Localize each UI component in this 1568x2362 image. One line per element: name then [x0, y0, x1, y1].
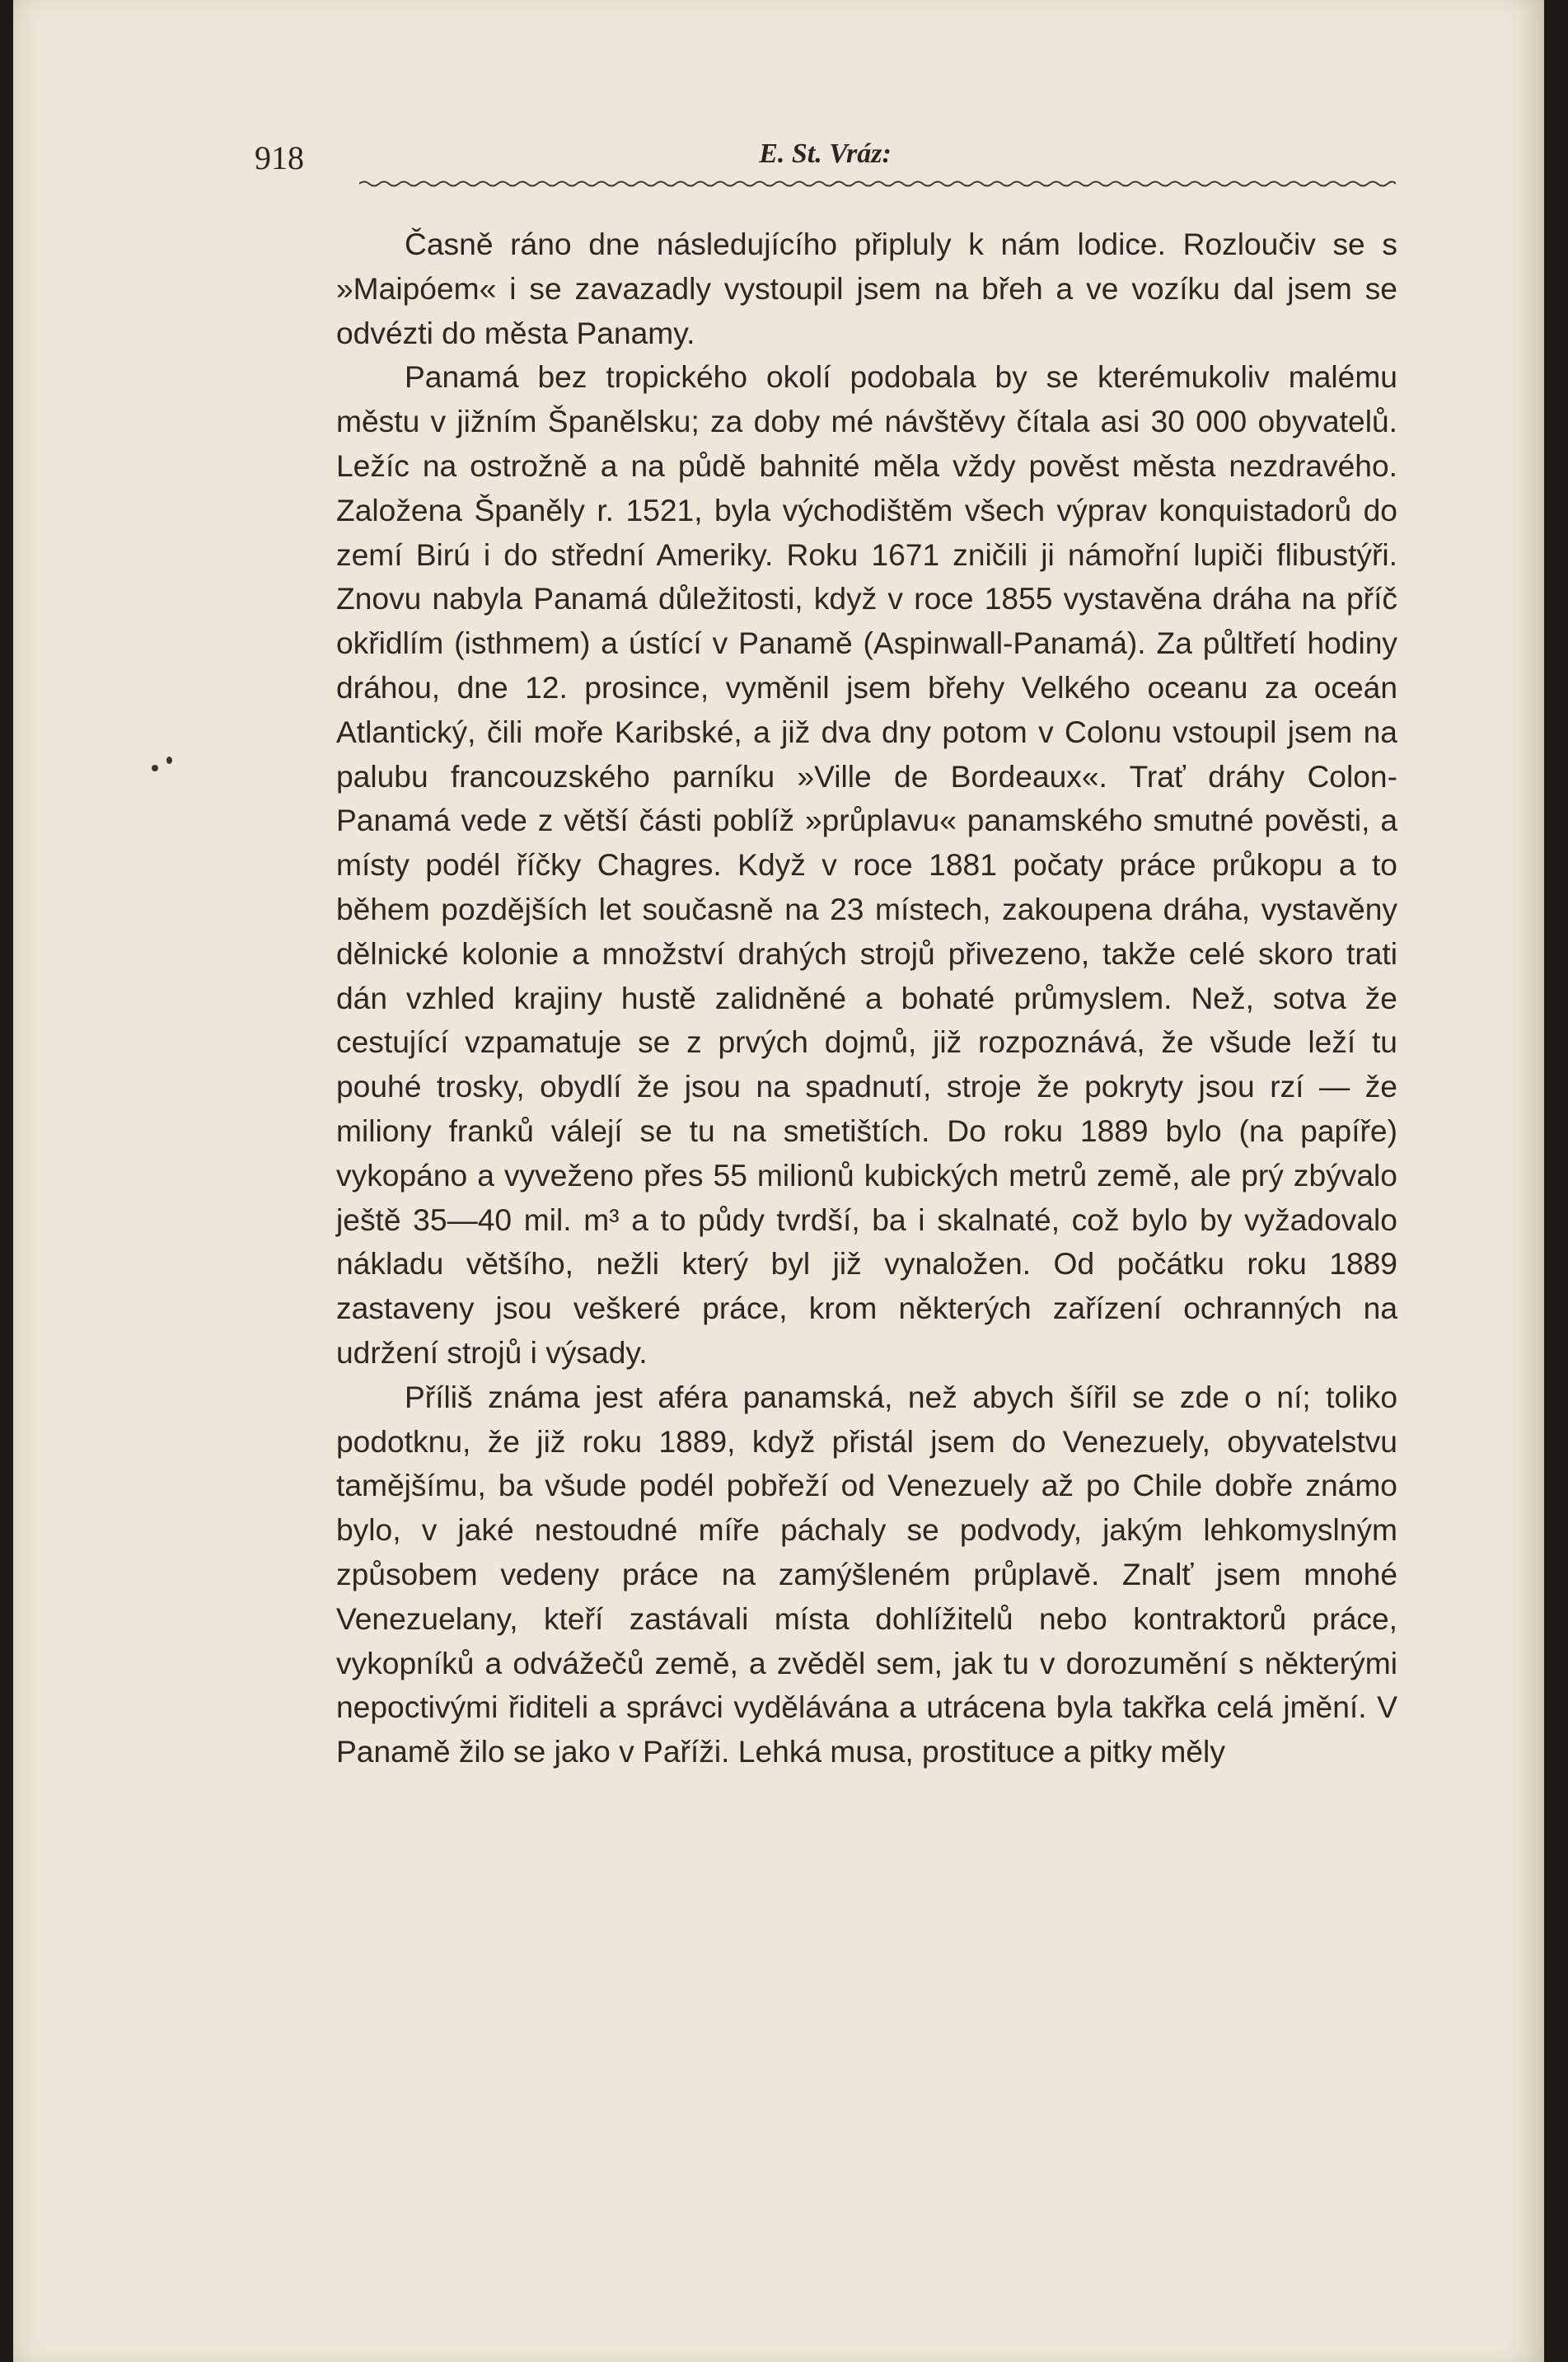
running-head: E. St. Vráz: [759, 138, 892, 169]
book-page [13, 0, 1544, 2362]
ink-speck [166, 757, 172, 764]
page-number: 918 [255, 139, 304, 176]
ink-speck [152, 765, 158, 771]
page-header [255, 138, 1396, 180]
body-text [336, 223, 1397, 1774]
paragraph-2: Panamá bez tropického okolí podobala by se kterémukoliv malému městu v jižním Španělsku; za doby mé návštěvy čítala asi 30 000 obyvatelů. Ležíc na ostrožně a na půdě bahnité měla vždy pověst města nezdravého. Založena Španěly r. 1521, byla východištěm všech výprav konquistadorů do zemí Birú i do střední Ameriky. Roku 1671 zničili ji námořní lupiči flibustýři. Znovu nabyla Panamá důležitosti, když v roce 1855 vystavěna dráha na příč okřidlím (isthmem) a ústící v Panamě (Aspinwall-Panamá). Za půltřetí hodiny dráhou, dne 12. prosince, vyměnil jsem břehy Velkého oceanu za oceán Atlantický, čili moře Karibské, a již dva dny potom v Colonu vstoupil jsem na palubu francouzského parníku »Ville de Bordeaux«. Trať dráhy Colon-Panamá vede z větší části poblíž »průplavu« panamského smutné pověsti, a místy podél říčky Chagres. Když v roce 1881 počaty práce průkopu a to během pozdějších let současně na 23 místech, zakoupena dráha, vystavěny dělnické kolonie a množství drahých strojů přivezeno, takže celé skoro trati dán vzhled krajiny hustě zalidněné a bohaté průmyslem. Než, sotva že cestující vzpamatuje se z prvých dojmů, již rozpoznává, že všude leží tu pouhé trosky, obydlí že jsou na spadnutí, stroje že pokryty jsou rzí — že miliony franků válejí se tu na smetištích. Do roku 1889 bylo (na papíře) vykopáno a vyveženo přes 55 milionů kubických metrů země, ale prý zbývalo ještě 35—40 mil. m³ a to půdy tvrdší, ba i skalnaté, což bylo by vyžadovalo nákladu většího, nežli který byl již vynaložen. Od počátku roku 1889 zastaveny jsou veškeré práce, krom některých zařízení ochranných na udržení strojů i výsady. [336, 359, 1397, 1370]
wavy-header-rule [359, 178, 1396, 190]
paragraph-3: Příliš známa jest aféra panamská, než abych šířil se zde o ní; toliko podotknu, že již roku 1889, když přistál jsem do Venezuely, obyvatelstvu tamějšímu, ba všude podél pobřeží od Venezuely až po Chile dobře známo bylo, v jaké nestoudné míře páchaly se podvody, jakým lehkomyslným způsobem vedeny práce na zamýšleném průplavě. Znalť jsem mnohé Venezuelany, kteří zastávali místa dohlížitelů nebo kontraktorů práce, vykopníků a odvážečů země, a zvěděl sem, jak tu v dorozumění s některými nepoctivými řiditeli a správci vydělávána a utrácena byla takřka celá jmění. V Panamě žilo se jako v Paříži. Lehká musa, prostituce a pitky měly [336, 1379, 1397, 1769]
paragraph-1: Časně ráno dne následujícího připluly k nám lodice. Rozloučiv se s »Maipóem« i se zavazadly vystoupil jsem na břeh a ve vozíku dal jsem se odvézti do města Panamy. [336, 227, 1397, 350]
